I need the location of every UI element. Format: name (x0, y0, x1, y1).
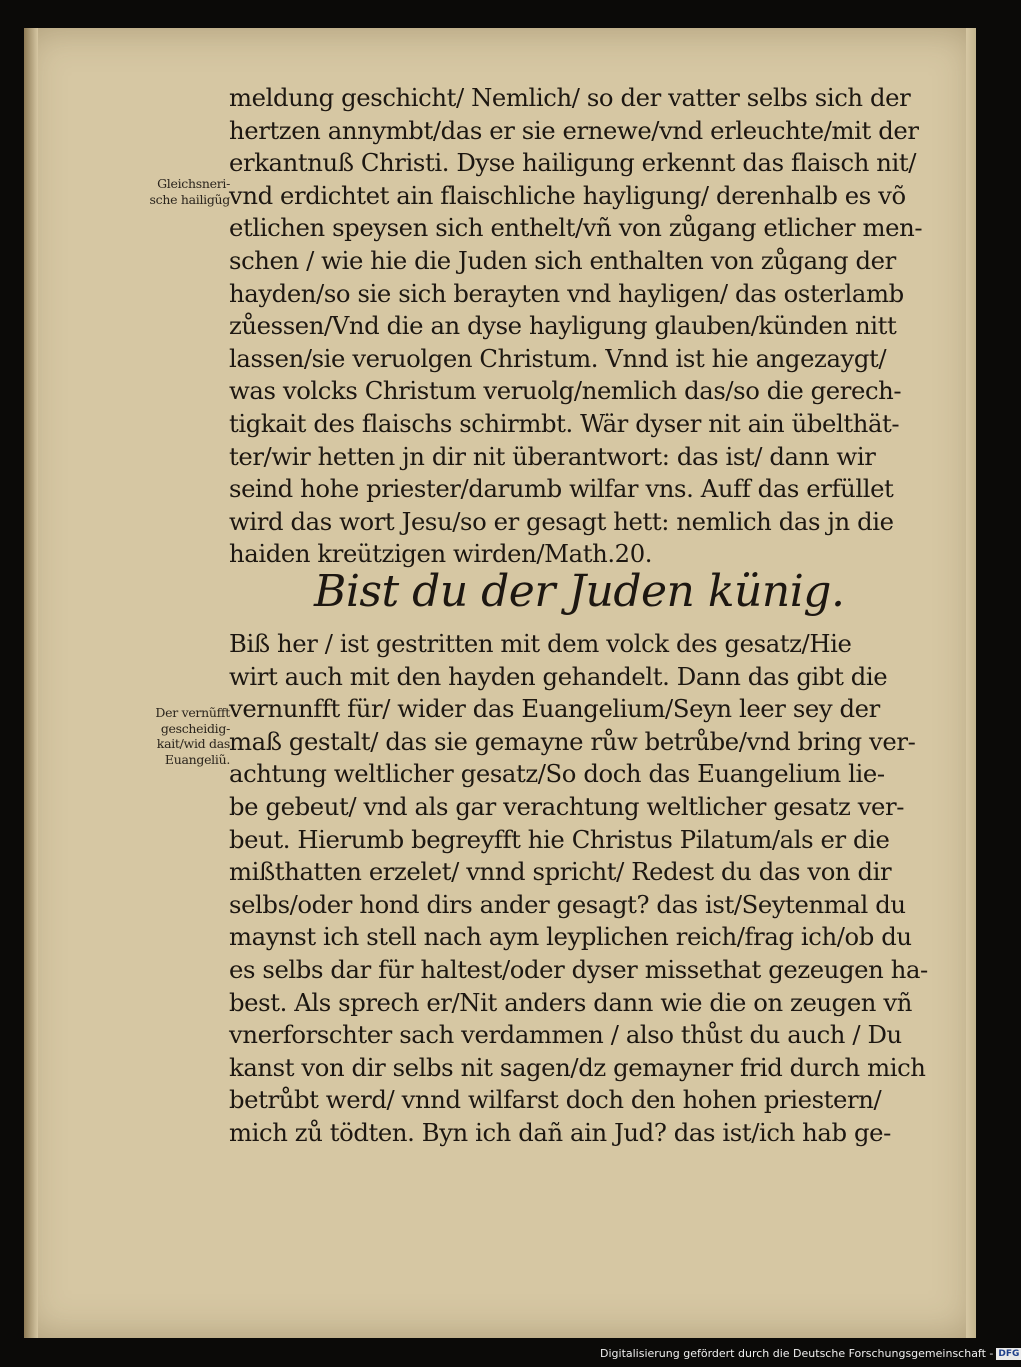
margin-note-2 (102, 705, 230, 767)
text-line: be gebeut/ vnd als gar verachtung weltlicher gesatz ver- (229, 791, 905, 821)
text-line: es selbs dar für haltest/oder dyser missethat gezeugen ha- (229, 954, 928, 984)
text-line: maß gestalt/ das sie gemayne růw betrůbe/vnd bring ver- (229, 726, 916, 756)
text-line: ter/wir hetten jn dir nit überantwort: das ist/ dann wir (229, 441, 876, 471)
text-line: wird das wort Jesu/so er gesagt hett: nemlich das jn die (229, 506, 894, 536)
text-line: vernunfft für/ wider das Euangelium/Seyn leer sey der (229, 694, 880, 724)
text-line: mißthatten erzelet/ vnnd spricht/ Redest du das von dir (229, 857, 892, 887)
text-line: seind hohe priester/darumb wilfar vns. Auff das erfüllet (229, 474, 894, 504)
text-line: maynst ich stell nach aym leyplichen reich/frag ich/ob du (229, 922, 912, 952)
text-line: betrůbt werd/ vnnd wilfarst doch den hohen priestern/ (229, 1085, 882, 1115)
text-line: meldung geschicht/ Nemlich/ so der vatter selbs sich der (229, 83, 911, 112)
margin-note-line: Der vernũfft (155, 705, 230, 720)
section-heading: Bist du der Juden künig. (314, 566, 845, 617)
paragraph-2 (229, 628, 928, 1150)
text-line: selbs/oder hond dirs ander gesagt? das ist/Seytenmal du (229, 889, 906, 919)
paragraph-1 (229, 82, 923, 571)
margin-note-line: kait/wid das (156, 736, 230, 751)
text-line: mich zů tödten. Byn ich dañ ain Jud? das ist/ich hab ge- (229, 1117, 891, 1147)
text-line: best. Als sprech er/Nit anders dann wie die on zeugen vñ (229, 987, 912, 1017)
book-page (24, 28, 976, 1338)
text-line: beut. Hierumb begreyfft hie Christus Pilatum/als er die (229, 824, 890, 854)
text-line: erkantnuß Christi. Dyse hailigung erkennt das flaisch nit/ (229, 148, 917, 178)
margin-note-line: Euangeliũ. (164, 751, 230, 767)
text-line: hertzen annymbt/das er sie ernewe/vnd erleuchte/mit der (229, 115, 919, 145)
text-line: etlichen speysen sich enthelt/vñ von zůgang etlicher men- (229, 213, 923, 243)
margin-note-line: Gleichsneri- (157, 176, 230, 191)
text-line: was volcks Christum veruolg/nemlich das/so die gerech- (229, 376, 902, 406)
text-line: lassen/sie veruolgen Christum. Vnnd ist hie angezaygt/ (229, 343, 887, 373)
text-line: vnerforschter sach verdammen / also thůst du auch / Du (229, 1020, 902, 1050)
text-line: haiden kreützigen wirden/Math.20. (229, 539, 653, 569)
margin-note-line: sche hailigũg (149, 191, 230, 207)
text-line: tigkait des flaischs schirmbt. Wär dyser nit ain übelthät- (229, 408, 900, 438)
margin-note-1 (102, 176, 230, 207)
footer-text: Digitalisierung gefördert durch die Deutsche Forschungsgemeinschaft - (600, 1347, 994, 1360)
text-line: wirt auch mit den hayden gehandelt. Dann das gibt die (229, 661, 888, 691)
dfg-logo: DFG (998, 1349, 1020, 1359)
text-line: hayden/so sie sich berayten vnd hayligen/ das osterlamb (229, 278, 904, 308)
text-line: kanst von dir selbs nit sagen/dz gemayner frid durch mich (229, 1052, 926, 1082)
page-gutter (24, 28, 38, 1338)
margin-note-line: gescheidig- (160, 720, 230, 736)
text-line: schen / wie hie die Juden sich enthalten von zůgang der (229, 245, 896, 275)
digitization-footer (600, 1345, 1020, 1363)
text-line: zůessen/Vnd die an dyse hayligung glauben/künden nitt (229, 311, 897, 341)
text-line: vnd erdichtet ain flaischliche hayligung/ derenhalb es võ (229, 180, 906, 210)
text-line: Biß her / ist gestritten mit dem volck des gesatz/Hie (229, 629, 852, 658)
page-edge (966, 28, 976, 1338)
text-line: achtung weltlicher gesatz/So doch das Euangelium lie- (229, 759, 885, 789)
